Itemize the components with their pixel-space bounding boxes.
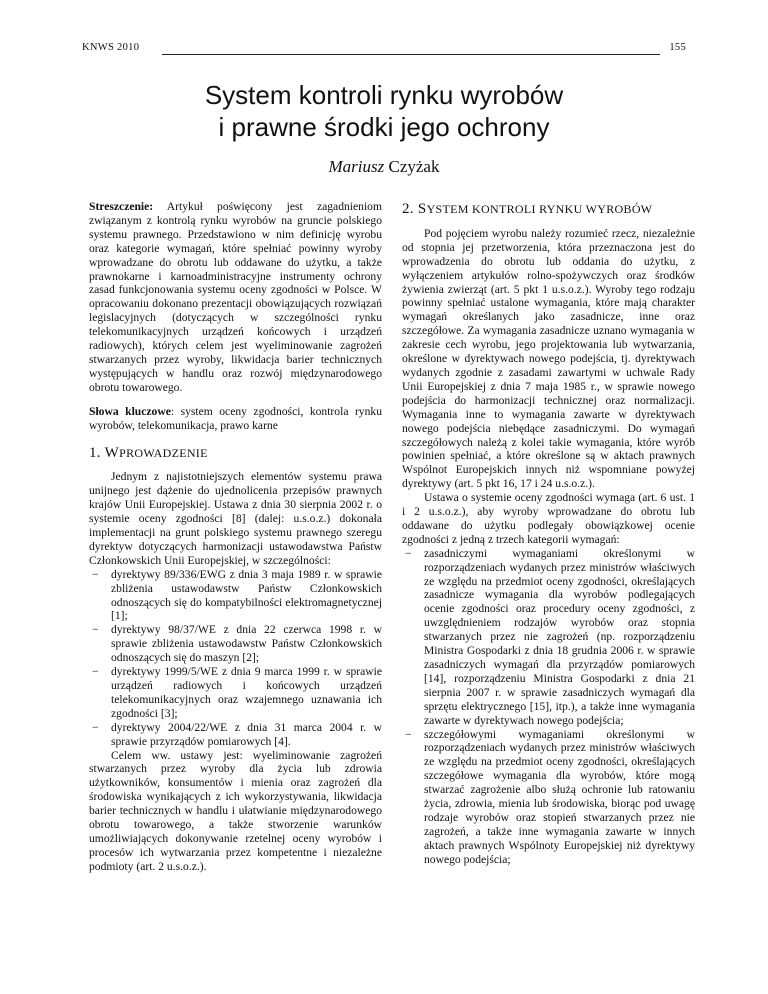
- section-1-paragraph-2: Celem ww. ustawy jest: wyeliminowanie zagrożeń stwarzanych przez wyroby dla życia lub zdrowia użytkowników, konsumentów i mienia oraz zagrożeń dla środowiska wynikających z ich wykorzystywania, likwidacja barier technicznych w handlu i ułatwianie międzynarodowego obrotu towarowego, a także stworzenie warunków umożliwiających dokonywanie rzetelnej oceny wyrobów i procesów ich wytwarzania przez kompetentne i niezależne podmioty (art. 2 u.s.o.z.).: [89, 748, 382, 873]
- section-2-paragraph-2: Ustawa o systemie oceny zgodności wymaga (art. 6 ust. 1 i 2 u.s.o.z.), aby wyroby wprowadzane do obrotu lub oddawane do użytku podlegały obowiązkowej ocenie zgodności z jedną z trzech kategorii wymagań:: [402, 491, 695, 546]
- author-first-name: Mariusz: [328, 157, 385, 176]
- header-rule: [162, 54, 660, 55]
- left-column: [89, 200, 382, 874]
- section-2-paragraph-1: Pod pojęciem wyrobu należy rozumieć rzecz, niezależnie od stopnia jej przetworzenia, która przeznaczona jest do wprowadzenia do obrotu lub oddania do użytku, z wyłączeniem artykułów rolno-spożywczych oraz środków żywienia zwierząt (art. 5 pkt 1 u.s.o.z.). Wyroby tego rodzaju powinny spełniać ustalone wymagania, które mają charakter wymagań określanych jako zasadnicze, inne oraz szczegółowe. Za wymagania zasadnicze uznano wymagania w zakresie cech wyrobu, jego projektowania lub wytwarzania, określone w dyrektywach nowego podejścia, tj. dyrektywach wydanych zgodnie z zasadami zawartymi w uchwale Rady Unii Europejskiej z dnia 7 maja 1985 r., w sprawie nowego podejścia do harmonizacji technicznej oraz normalizacji. Wymagania inne to wymagania zawarte w dyrektywach nowego podejścia niebędące zasadniczymi. Do wymagań szczegółowych należą z kolei takie wymagania, które wyrób powinien spełniać, a które określone są w aktach prawnych Wspólnot Europejskich innych niż wspomniane powyżej dyrektywy (art. 5 pkt 16, 17 i 24 u.s.o.z.).: [402, 226, 695, 491]
- section-1-number: 1.: [89, 444, 101, 461]
- section-1-paragraph-1: Jednym z najistotniejszych elementów systemu prawa unijnego jest dążenie do ujednolicenia przepisów prawnych krajów Unii Europejskiej. Ustawa z dnia 30 sierpnia 2002 r. o systemie oceny zgodności [8] (dalej: u.s.o.z.) dokonała implementacji na grunt polskiego systemu prawnego szeregu dyrektyw dotyczących harmonizacji ustawodawstwa Państw Członkowskich Unii Europejskiej, w szczególności:: [89, 470, 382, 567]
- abstract-label: Streszczenie:: [89, 200, 154, 213]
- directive-list: [89, 568, 382, 749]
- list-item: − dyrektywy 2004/22/WE z dnia 31 marca 2004 r. w sprawie przyrządów pomiarowych [4].: [111, 721, 382, 749]
- section-2-title: YSTEM KONTROLI RYNKU WYROBÓW: [426, 202, 653, 216]
- section-2-cap: S: [417, 201, 427, 217]
- section-2-heading: [402, 203, 695, 217]
- author-last-name: Czyżak: [388, 157, 440, 176]
- keywords-label: Słowa kluczowe: [89, 404, 171, 418]
- list-item: − dyrektywy 98/37/WE z dnia 22 czerwca 1998 r. w sprawie zbliżenia ustawodawstw Państw Członkowskich odnoszących się do maszyn [2];: [111, 623, 382, 665]
- section-2-number: 2.: [402, 201, 414, 217]
- page-number: 155: [669, 42, 686, 53]
- list-item: − dyrektywy 1999/5/WE z dnia 9 marca 1999 r. w sprawie urządzeń radiowych i końcowych urządzeń telekomunikacyjnych oraz wzajemnego uznawania ich zgodności [3];: [111, 665, 382, 721]
- author: [82, 157, 686, 177]
- journal-name: KNWS 2010: [82, 42, 140, 53]
- section-1-cap: W: [104, 444, 120, 461]
- list-item: − dyrektywy 89/336/EWG z dnia 3 maja 1989 r. w sprawie zbliżenia ustawodawstw Państw Członkowskich odnoszących się do kompatybilności elektromagnetycznej [1];: [111, 568, 382, 624]
- abstract-text: Artykuł poświęcony jest zagadnieniom związanym z kontrolą rynku wyrobów na gruncie polskiego systemu prawnego. Przedstawiono w nim definicję wyrobu oraz kategorie wymagań, które spełniać powinny wyroby wprowadzane do obrotu lub oddawane do użytku, a także prawnokarne i karnoadministracyjne instrumenty ochrony zasad funkcjonowania systemu oceny zgodności w Polsce. W opracowaniu dokonano prezentacji obowiązujących rozwiązań legislacyjnych (dotyczących w szczególności rynku telekomunikacyjnych urządzeń końcowych i urządzeń radiowych), których celem jest wyeliminowanie zagrożeń stwarzanych przez wyroby, likwidacja barier technicznych występujących w handlu oraz rozwój międzynarodowego obrotu towarowego.: [89, 200, 382, 394]
- keywords-text: : system oceny zgodności, kontrola rynku wyrobów, telekomunikacja, prawo karne: [89, 404, 382, 432]
- title-line-2: i prawne środki jego ochrony: [218, 112, 550, 142]
- keywords: [89, 405, 382, 433]
- paper-title: [82, 79, 686, 143]
- title-line-1: System kontroli rynku wyrobów: [204, 80, 564, 110]
- abstract: [89, 200, 382, 395]
- section-1-title: PROWADZENIE: [119, 445, 208, 460]
- right-column: [402, 203, 695, 867]
- list-item: − szczegółowymi wymaganiami określonymi w rozporządzeniach wydanych przez ministrów właściwych ze względu na przedmiot oceny zgodności, określających szczegółowe wymagania dla wyrobów, które mogą stwarzać zagrożenie albo służą ochronie lub ratowaniu życia, zdrowia, mienia lub środowiska, biorąc pod uwagę rodzaje wyrobów oraz stopień stwarzanych przez nie zagrożeń, a także inne wymagania zawarte w innych aktach prawnych Wspólnoty Europejskiej niż dyrektywy nowego podejścia;: [424, 728, 695, 867]
- list-item: − zasadniczymi wymaganiami określonymi w rozporządzeniach wydanych przez ministrów właściwych ze względu na przedmiot oceny zgodności, określających zasadnicze wymagania dla wyrobów podlegających ocenie zgodności oraz procedury oceny zgodności, z uwzględnieniem rodzajów wyrobów oraz stopnia stwarzanych przez nie zagrożeń (np. rozporządzeniu Ministra Gospodarki z dnia 18 grudnia 2006 r. w sprawie zasadniczych wymagań dla przyrządów pomiarowych [14], rozporządzeniu Ministra Gospodarki z dnia 21 sierpnia 2007 r. w sprawie zasadniczych wymagań dla sprzętu elektrycznego [15], itp.), a także inne wymagania zawarte w dyrektywach nowego podejścia;: [424, 547, 695, 728]
- requirements-list: [402, 547, 695, 867]
- running-header: [82, 40, 686, 58]
- section-1-heading: [89, 444, 382, 461]
